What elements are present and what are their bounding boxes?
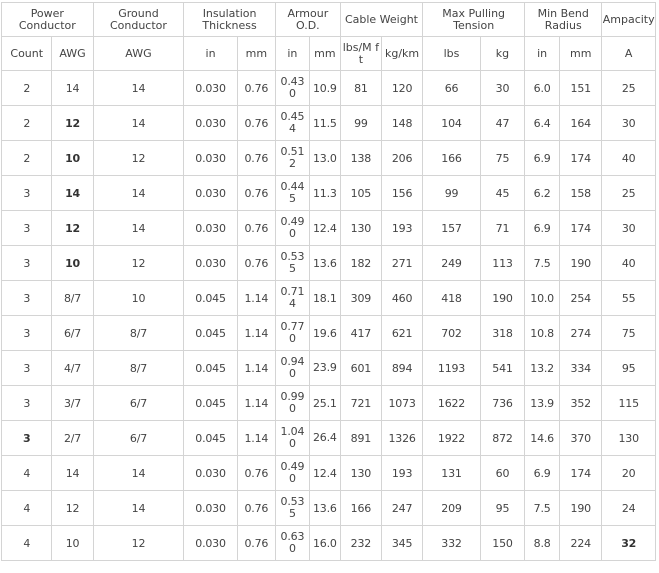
table-row xyxy=(2,421,656,456)
cell-radius-in: 7.5 xyxy=(525,246,560,281)
cell-radius-in: 6.2 xyxy=(525,176,560,211)
cell-tension-kg: 75 xyxy=(480,141,524,176)
cell-radius-in: 10.8 xyxy=(525,316,560,351)
cell-tension-lbs: 157 xyxy=(423,211,481,246)
cell-weight-kg: 1326 xyxy=(381,421,422,456)
cell-ground-awg: 14 xyxy=(93,106,184,141)
cell-armour-mm: 26.4 xyxy=(309,421,340,456)
unit-armour-in: in xyxy=(275,37,309,71)
cell-power-awg: 10 xyxy=(52,526,93,561)
cell-armour-in: 0.445 xyxy=(275,176,309,211)
cell-tension-kg: 95 xyxy=(480,491,524,526)
cell-tension-kg: 541 xyxy=(480,351,524,386)
cell-armour-mm: 11.3 xyxy=(309,176,340,211)
cell-radius-in: 13.9 xyxy=(525,386,560,421)
cell-radius-in: 6.9 xyxy=(525,456,560,491)
cell-weight-lbs: 601 xyxy=(340,351,381,386)
cell-radius-mm: 370 xyxy=(560,421,602,456)
cell-armour-in: 0.512 xyxy=(275,141,309,176)
cell-armour-in: 0.630 xyxy=(275,526,309,561)
cell-weight-lbs: 81 xyxy=(340,71,381,106)
cell-radius-mm: 224 xyxy=(560,526,602,561)
cell-weight-kg: 148 xyxy=(381,106,422,141)
cell-weight-lbs: 417 xyxy=(340,316,381,351)
cell-insulation-in: 0.030 xyxy=(184,456,238,491)
cell-ground-awg: 6/7 xyxy=(93,421,184,456)
cell-weight-kg: 193 xyxy=(381,211,422,246)
cell-tension-lbs: 418 xyxy=(423,281,481,316)
cell-insulation-mm: 0.76 xyxy=(237,71,275,106)
cell-radius-in: 7.5 xyxy=(525,491,560,526)
cell-armour-in: 0.770 xyxy=(275,316,309,351)
cell-ground-awg: 12 xyxy=(93,246,184,281)
header-armour-od: Armour O.D. xyxy=(275,3,340,37)
cell-tension-kg: 318 xyxy=(480,316,524,351)
cell-ground-awg: 8/7 xyxy=(93,316,184,351)
cell-ampacity: 95 xyxy=(602,351,656,386)
cell-radius-mm: 174 xyxy=(560,141,602,176)
cell-tension-lbs: 249 xyxy=(423,246,481,281)
cell-tension-lbs: 104 xyxy=(423,106,481,141)
cell-armour-in: 0.940 xyxy=(275,351,309,386)
header-unit-row xyxy=(2,37,656,71)
cell-radius-in: 10.0 xyxy=(525,281,560,316)
cell-tension-kg: 71 xyxy=(480,211,524,246)
cell-insulation-mm: 1.14 xyxy=(237,386,275,421)
table-row xyxy=(2,456,656,491)
cell-radius-mm: 190 xyxy=(560,246,602,281)
unit-power-awg: AWG xyxy=(52,37,93,71)
cell-weight-lbs: 99 xyxy=(340,106,381,141)
cell-tension-lbs: 1922 xyxy=(423,421,481,456)
cell-armour-mm: 18.1 xyxy=(309,281,340,316)
unit-count: Count xyxy=(2,37,52,71)
cell-count: 4 xyxy=(2,456,52,491)
cell-tension-kg: 45 xyxy=(480,176,524,211)
unit-radius-mm: mm xyxy=(560,37,602,71)
cell-ground-awg: 6/7 xyxy=(93,386,184,421)
table-row xyxy=(2,176,656,211)
cell-ground-awg: 14 xyxy=(93,71,184,106)
cell-weight-kg: 271 xyxy=(381,246,422,281)
table-row xyxy=(2,71,656,106)
cell-insulation-in: 0.030 xyxy=(184,141,238,176)
cell-weight-lbs: 721 xyxy=(340,386,381,421)
cell-ampacity: 115 xyxy=(602,386,656,421)
cell-armour-mm: 12.4 xyxy=(309,211,340,246)
cell-weight-kg: 345 xyxy=(381,526,422,561)
cell-armour-in: 0.430 xyxy=(275,71,309,106)
cell-insulation-mm: 0.76 xyxy=(237,141,275,176)
table-row xyxy=(2,141,656,176)
cell-armour-in: 0.490 xyxy=(275,456,309,491)
table-row xyxy=(2,526,656,561)
table-row xyxy=(2,316,656,351)
cell-insulation-mm: 0.76 xyxy=(237,246,275,281)
unit-insulation-in: in xyxy=(184,37,238,71)
cell-radius-in: 6.9 xyxy=(525,141,560,176)
header-cable-weight: Cable Weight xyxy=(340,3,422,37)
cell-weight-lbs: 130 xyxy=(340,211,381,246)
cell-tension-kg: 30 xyxy=(480,71,524,106)
cell-armour-mm: 13.6 xyxy=(309,246,340,281)
cell-ampacity: 75 xyxy=(602,316,656,351)
cell-weight-lbs: 130 xyxy=(340,456,381,491)
cell-tension-lbs: 99 xyxy=(423,176,481,211)
cell-weight-kg: 894 xyxy=(381,351,422,386)
cell-weight-kg: 247 xyxy=(381,491,422,526)
cell-count: 2 xyxy=(2,71,52,106)
cell-tension-lbs: 332 xyxy=(423,526,481,561)
cell-tension-lbs: 702 xyxy=(423,316,481,351)
cell-radius-mm: 151 xyxy=(560,71,602,106)
cell-ampacity: 25 xyxy=(602,176,656,211)
cell-radius-in: 8.8 xyxy=(525,526,560,561)
header-min-bend-radius: Min Bend Radius xyxy=(525,3,602,37)
cell-radius-in: 6.0 xyxy=(525,71,560,106)
cell-ampacity: 40 xyxy=(602,141,656,176)
cell-weight-kg: 460 xyxy=(381,281,422,316)
cell-insulation-in: 0.030 xyxy=(184,106,238,141)
cell-insulation-in: 0.030 xyxy=(184,176,238,211)
cell-weight-lbs: 891 xyxy=(340,421,381,456)
cell-ground-awg: 10 xyxy=(93,281,184,316)
cell-insulation-in: 0.030 xyxy=(184,246,238,281)
cell-weight-kg: 120 xyxy=(381,71,422,106)
cell-ampacity: 40 xyxy=(602,246,656,281)
table-row xyxy=(2,386,656,421)
cell-power-awg: 14 xyxy=(52,176,93,211)
cell-insulation-mm: 0.76 xyxy=(237,456,275,491)
cell-tension-lbs: 166 xyxy=(423,141,481,176)
cell-armour-in: 0.490 xyxy=(275,211,309,246)
cell-ground-awg: 14 xyxy=(93,211,184,246)
cell-radius-in: 14.6 xyxy=(525,421,560,456)
cell-power-awg: 12 xyxy=(52,491,93,526)
cell-count: 4 xyxy=(2,491,52,526)
cell-tension-kg: 113 xyxy=(480,246,524,281)
header-group-row xyxy=(2,3,656,37)
unit-ampacity-a: A xyxy=(602,37,656,71)
cell-armour-in: 0.714 xyxy=(275,281,309,316)
cell-insulation-in: 0.030 xyxy=(184,71,238,106)
cell-power-awg: 14 xyxy=(52,71,93,106)
cell-count: 3 xyxy=(2,316,52,351)
cell-power-awg: 6/7 xyxy=(52,316,93,351)
cell-weight-kg: 193 xyxy=(381,456,422,491)
unit-ground-awg: AWG xyxy=(93,37,184,71)
cell-radius-mm: 174 xyxy=(560,211,602,246)
cell-count: 4 xyxy=(2,526,52,561)
cell-insulation-mm: 0.76 xyxy=(237,176,275,211)
cell-armour-in: 0.990 xyxy=(275,386,309,421)
cable-spec-table xyxy=(1,2,656,561)
cell-insulation-in: 0.045 xyxy=(184,316,238,351)
cell-tension-kg: 190 xyxy=(480,281,524,316)
cell-count: 3 xyxy=(2,351,52,386)
cell-radius-in: 13.2 xyxy=(525,351,560,386)
cell-insulation-mm: 0.76 xyxy=(237,526,275,561)
cell-weight-lbs: 166 xyxy=(340,491,381,526)
cell-armour-in: 0.454 xyxy=(275,106,309,141)
unit-tension-lbs: lbs xyxy=(423,37,481,71)
cell-insulation-in: 0.030 xyxy=(184,211,238,246)
cell-weight-lbs: 232 xyxy=(340,526,381,561)
cell-count: 3 xyxy=(2,176,52,211)
cell-power-awg: 4/7 xyxy=(52,351,93,386)
cell-power-awg: 12 xyxy=(52,106,93,141)
cell-tension-kg: 872 xyxy=(480,421,524,456)
cell-armour-mm: 11.5 xyxy=(309,106,340,141)
cell-count: 3 xyxy=(2,386,52,421)
cell-ampacity: 130 xyxy=(602,421,656,456)
cell-count: 3 xyxy=(2,421,52,456)
cell-ampacity: 20 xyxy=(602,456,656,491)
table-row xyxy=(2,246,656,281)
cell-weight-lbs: 182 xyxy=(340,246,381,281)
cell-tension-lbs: 209 xyxy=(423,491,481,526)
cell-count: 3 xyxy=(2,211,52,246)
cell-armour-mm: 25.1 xyxy=(309,386,340,421)
cell-ground-awg: 14 xyxy=(93,176,184,211)
cell-power-awg: 10 xyxy=(52,141,93,176)
cell-count: 2 xyxy=(2,141,52,176)
cell-insulation-in: 0.045 xyxy=(184,421,238,456)
cell-armour-mm: 13.6 xyxy=(309,491,340,526)
cell-weight-lbs: 105 xyxy=(340,176,381,211)
table-row xyxy=(2,281,656,316)
cell-insulation-mm: 1.14 xyxy=(237,316,275,351)
cell-insulation-mm: 1.14 xyxy=(237,421,275,456)
unit-tension-kg: kg xyxy=(480,37,524,71)
cell-insulation-in: 0.045 xyxy=(184,386,238,421)
cell-ampacity: 25 xyxy=(602,71,656,106)
cell-radius-in: 6.4 xyxy=(525,106,560,141)
cell-armour-mm: 23.9 xyxy=(309,351,340,386)
cell-radius-mm: 174 xyxy=(560,456,602,491)
cell-armour-in: 0.535 xyxy=(275,491,309,526)
cell-insulation-in: 0.030 xyxy=(184,491,238,526)
cell-ground-awg: 12 xyxy=(93,526,184,561)
unit-weight-lbs: lbs/M ft xyxy=(340,37,381,71)
cell-insulation-in: 0.045 xyxy=(184,281,238,316)
cell-ampacity: 30 xyxy=(602,106,656,141)
cell-ground-awg: 14 xyxy=(93,491,184,526)
cell-insulation-in: 0.030 xyxy=(184,526,238,561)
cell-radius-mm: 254 xyxy=(560,281,602,316)
cell-radius-mm: 334 xyxy=(560,351,602,386)
cell-tension-kg: 60 xyxy=(480,456,524,491)
cell-radius-mm: 158 xyxy=(560,176,602,211)
cell-radius-mm: 164 xyxy=(560,106,602,141)
header-ampacity: Ampacity xyxy=(602,3,656,37)
unit-radius-in: in xyxy=(525,37,560,71)
cell-tension-lbs: 131 xyxy=(423,456,481,491)
cell-power-awg: 14 xyxy=(52,456,93,491)
cell-tension-kg: 736 xyxy=(480,386,524,421)
cell-tension-kg: 150 xyxy=(480,526,524,561)
cell-ground-awg: 12 xyxy=(93,141,184,176)
cell-insulation-in: 0.045 xyxy=(184,351,238,386)
unit-weight-kg: kg/km xyxy=(381,37,422,71)
cell-weight-kg: 156 xyxy=(381,176,422,211)
cell-insulation-mm: 0.76 xyxy=(237,211,275,246)
cell-ampacity: 30 xyxy=(602,211,656,246)
cell-power-awg: 12 xyxy=(52,211,93,246)
cell-armour-mm: 13.0 xyxy=(309,141,340,176)
cell-insulation-mm: 1.14 xyxy=(237,351,275,386)
cell-count: 2 xyxy=(2,106,52,141)
cell-insulation-mm: 0.76 xyxy=(237,106,275,141)
cell-radius-mm: 274 xyxy=(560,316,602,351)
cell-weight-kg: 1073 xyxy=(381,386,422,421)
cell-ground-awg: 14 xyxy=(93,456,184,491)
cell-power-awg: 8/7 xyxy=(52,281,93,316)
header-ground-conductor: Ground Conductor xyxy=(93,3,184,37)
table-row xyxy=(2,351,656,386)
cell-insulation-mm: 1.14 xyxy=(237,281,275,316)
cell-armour-mm: 16.0 xyxy=(309,526,340,561)
cell-tension-lbs: 66 xyxy=(423,71,481,106)
cell-ampacity: 55 xyxy=(602,281,656,316)
cell-ampacity: 32 xyxy=(602,526,656,561)
header-max-pulling-tension: Max Pulling Tension xyxy=(423,3,525,37)
cell-weight-kg: 206 xyxy=(381,141,422,176)
cell-armour-in: 0.535 xyxy=(275,246,309,281)
cell-weight-lbs: 138 xyxy=(340,141,381,176)
table-row xyxy=(2,211,656,246)
cell-armour-mm: 19.6 xyxy=(309,316,340,351)
cell-radius-mm: 352 xyxy=(560,386,602,421)
cell-insulation-mm: 0.76 xyxy=(237,491,275,526)
unit-insulation-mm: mm xyxy=(237,37,275,71)
cell-power-awg: 10 xyxy=(52,246,93,281)
cell-count: 3 xyxy=(2,246,52,281)
cell-weight-kg: 621 xyxy=(381,316,422,351)
cell-power-awg: 2/7 xyxy=(52,421,93,456)
table-row xyxy=(2,106,656,141)
cell-radius-in: 6.9 xyxy=(525,211,560,246)
cell-count: 3 xyxy=(2,281,52,316)
cell-armour-mm: 12.4 xyxy=(309,456,340,491)
header-insulation-thickness: Insulation Thickness xyxy=(184,3,276,37)
cell-ampacity: 24 xyxy=(602,491,656,526)
unit-armour-mm: mm xyxy=(309,37,340,71)
cell-armour-mm: 10.9 xyxy=(309,71,340,106)
cell-tension-lbs: 1193 xyxy=(423,351,481,386)
cell-ground-awg: 8/7 xyxy=(93,351,184,386)
cell-armour-in: 1.040 xyxy=(275,421,309,456)
cell-tension-lbs: 1622 xyxy=(423,386,481,421)
cell-power-awg: 3/7 xyxy=(52,386,93,421)
cell-radius-mm: 190 xyxy=(560,491,602,526)
header-power-conductor: Power Conductor xyxy=(2,3,94,37)
cell-weight-lbs: 309 xyxy=(340,281,381,316)
table-row xyxy=(2,491,656,526)
cell-tension-kg: 47 xyxy=(480,106,524,141)
